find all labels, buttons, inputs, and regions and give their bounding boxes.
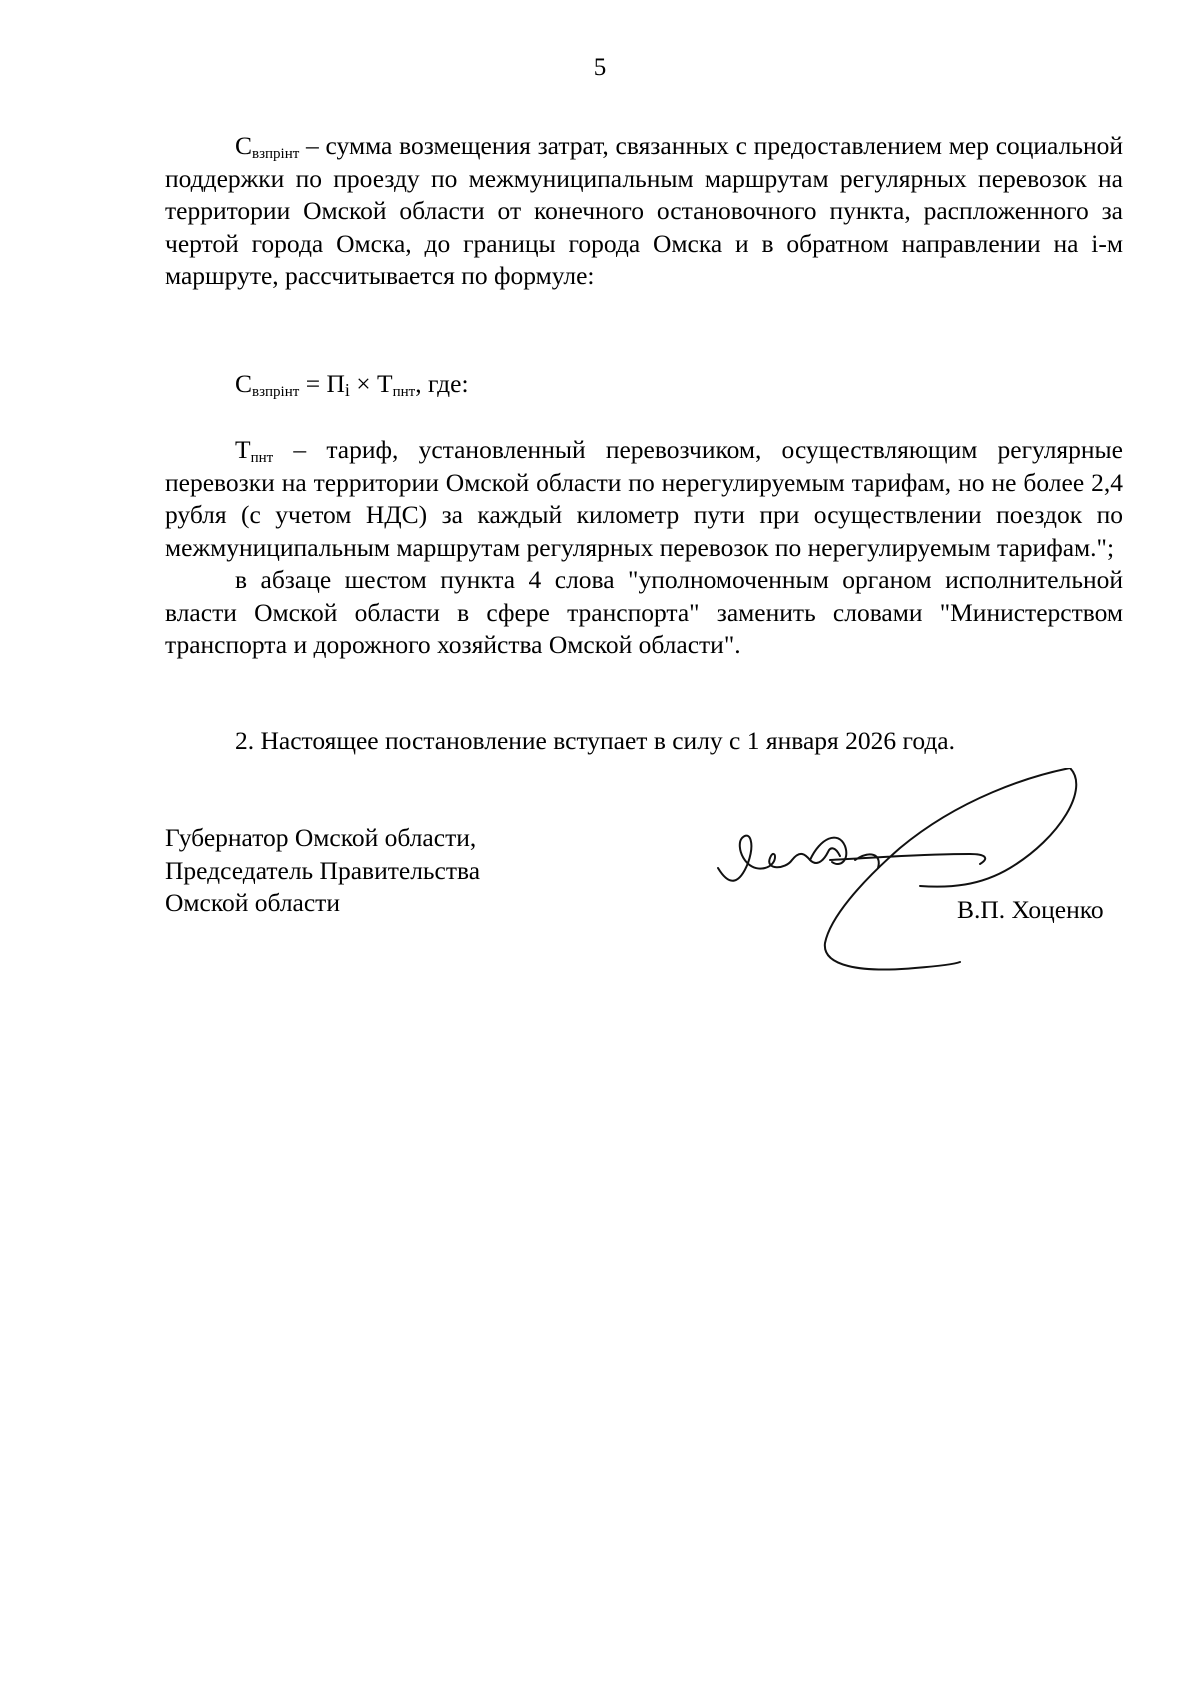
formula-equals-p: = П	[299, 369, 345, 398]
symbol-t: Т	[235, 435, 251, 464]
symbol-t-subscript: пнт	[250, 450, 274, 466]
formula-t-subscript: пнт	[392, 384, 416, 400]
paragraph-effective-date: 2. Настоящее постановление вступает в силу с 1 января 2026 года.	[235, 726, 956, 755]
formula-p-subscript: i	[344, 380, 350, 400]
symbol-c-subscript: взпрінт	[252, 146, 300, 162]
formula	[235, 368, 469, 401]
paragraph-definition-c-text: – сумма возмещения затрат, связанных с предоставлением мер социальной поддержки по проезду по межмуниципальным маршрутам регулярных перевозок на территории Омской области от конечного остановочного пункта, распложенного за чертой города Омска, до границы города Омска и в обратном направлении на і-м маршруте, рассчитывается по формуле:	[165, 131, 1123, 290]
formula-tail: , где:	[415, 369, 469, 398]
paragraph-definition-t	[165, 434, 1123, 662]
formula-lhs-symbol: С	[235, 369, 253, 398]
signatory-title-line-2: Председатель Правительства	[165, 855, 481, 885]
paragraph-amendment: в абзаце шестом пункта 4 слова "уполномоченным органом исполнительной власти Омской области в сфере транспорта" заменить словами "Министерством транспорта и дорожного хозяйства Омской области".	[165, 565, 1123, 659]
paragraph-definition-c	[165, 130, 1123, 293]
paragraph-definition-t-text: – тариф, установленный перевозчиком, осуществляющим регулярные перевозки на территории Омской области по нерегулируемым тарифам, но не более 2,4 рубля (с учетом НДС) за каждый километр пути при осуществлении поездок по межмуниципальным маршрутам регулярных перевозок по нерегулируемым тарифам.";	[165, 435, 1123, 562]
formula-times-t: × Т	[349, 369, 393, 398]
signatory-title-line-3: Омской области	[165, 888, 340, 917]
formula-lhs-subscript: взпрінт	[252, 384, 300, 400]
handwritten-signature	[710, 768, 1100, 980]
signatory-name: В.П. Хоценко	[957, 895, 1104, 924]
symbol-c: С	[235, 131, 253, 160]
page-number: 5	[593, 54, 607, 81]
signatory-title-line-1: Губернатор Омской области,	[165, 823, 477, 852]
signatory-title	[165, 822, 765, 920]
